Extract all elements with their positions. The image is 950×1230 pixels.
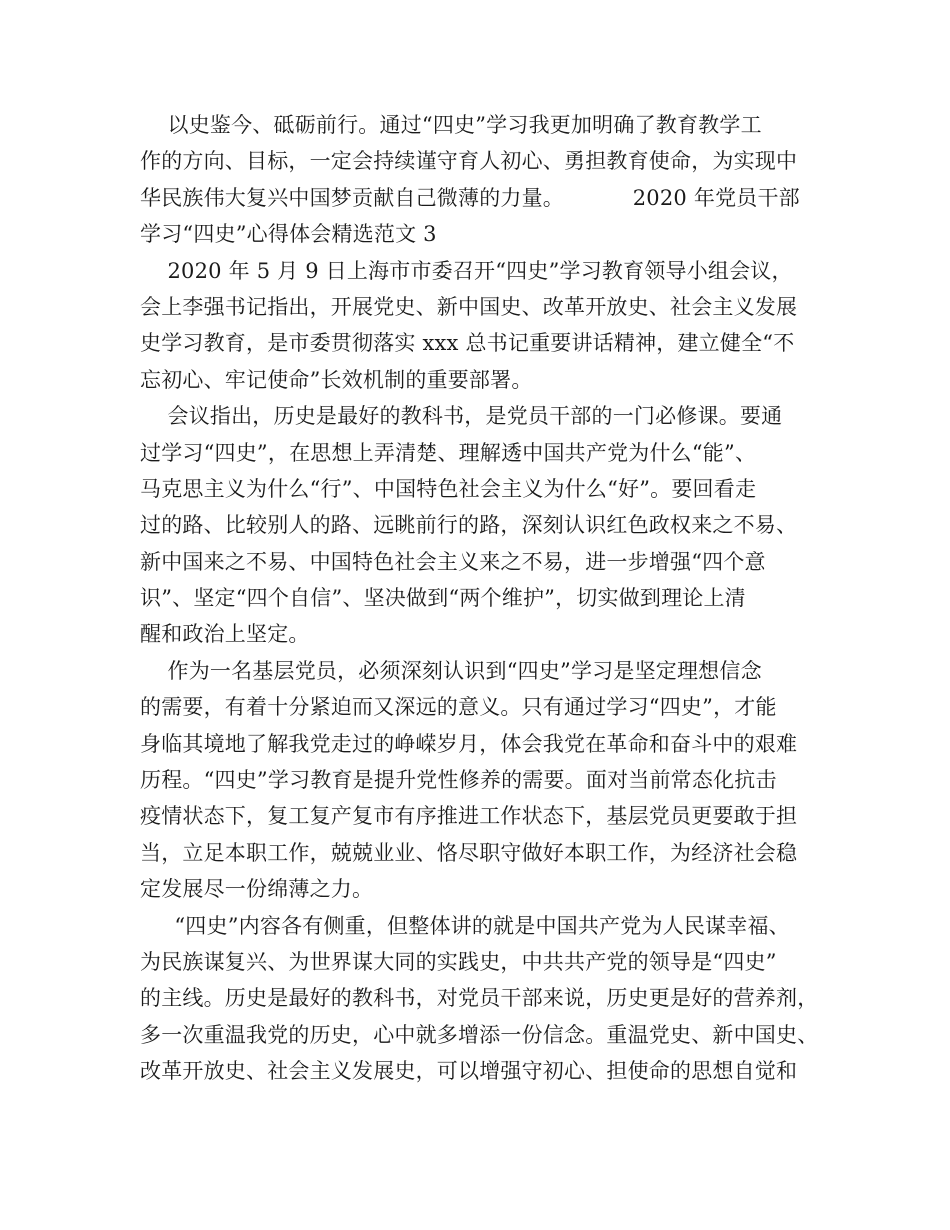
text-line: 历程。“四史”学习教育是提升党性修养的需要。面对当前常态化抗击 <box>140 768 777 793</box>
text-line: 识”、坚定“四个自信”、坚决做到“两个维护”，切实做到理论上清 <box>140 586 746 611</box>
text-line: 过学习“四史”，在思想上弄清楚、理解透中国共产党为什么“能”、 <box>140 440 757 465</box>
text-line: 新中国来之不易、中国特色社会主义来之不易，进一步增强“四个意 <box>140 549 766 574</box>
text-line: 多一次重温我党的历史，心中就多增添一份信念。重温党史、新中国史、 <box>140 1022 819 1047</box>
text-line: 疫情状态下，复工复产复市有序推进工作状态下，基层党员更要敢于担 <box>140 804 798 829</box>
text-line: 华民族伟大复兴中国梦贡献自己微薄的力量。 2020 年党员干部 <box>140 185 800 210</box>
document-body <box>140 107 819 1090</box>
text-line: 的主线。历史是最好的教科书，对党员干部来说，历史更是好的营养剂， <box>140 986 819 1011</box>
text-line: 2020 年 5 月 9 日上海市市委召开“四史”学习教育领导小组会议， <box>140 258 793 283</box>
text-line: 定发展尽一份绵薄之力。 <box>140 877 374 902</box>
text-line: 当，立足本职工作，兢兢业业、恪尽职守做好本职工作，为经济社会稳 <box>140 840 798 865</box>
section-title-line: 学习“四史”心得体会精选范文 3 <box>140 222 437 247</box>
text-line: 醒和政治上坚定。 <box>140 622 310 647</box>
text-line: 的需要，有着十分紧迫而又深远的意义。只有通过学习“四史”，才能 <box>140 695 777 720</box>
text-line: 会议指出，历史是最好的教科书，是党员干部的一门必修课。要通 <box>140 404 783 429</box>
text-line: 过的路、比较别人的路、远眺前行的路，深刻认识红色政权来之不易、 <box>140 513 798 538</box>
text-line: 会上李强书记指出，开展党史、新中国史、改革开放史、社会主义发展 <box>140 294 798 319</box>
text-line: 身临其境地了解我党走过的峥嵘岁月，体会我党在革命和奋斗中的艰难 <box>140 731 798 756</box>
text-line: 作的方向、目标，一定会持续谨守育人初心、勇担教育使命，为实现中 <box>140 149 798 174</box>
text-line: 忘初心、牢记使命”长效机制的重要部署。 <box>140 367 533 392</box>
text-line: “四史”内容各有侧重，但整体讲的就是中国共产党为人民谋幸福、 <box>140 913 790 938</box>
text-line: 为民族谋复兴、为世界谋大同的实践史，中共共产党的领导是“四史” <box>140 949 777 974</box>
text-line: 史学习教育，是市委贯彻落实 xxx 总书记重要讲话精神，建立健全“不 <box>140 331 795 356</box>
text-line: 马克思主义为什么“行”、中国特色社会主义为什么“好”。要回看走 <box>140 476 757 501</box>
text-line: 以史鉴今、砥砺前行。通过“四史”学习我更加明确了教育教学工 <box>140 113 762 137</box>
text-line: 作为一名基层党员，必须深刻认识到“四史”学习是坚定理想信念 <box>140 658 762 683</box>
text-line: 改革开放史、社会主义发展史，可以增强守初心、担使命的思想自觉和 <box>140 1059 798 1084</box>
